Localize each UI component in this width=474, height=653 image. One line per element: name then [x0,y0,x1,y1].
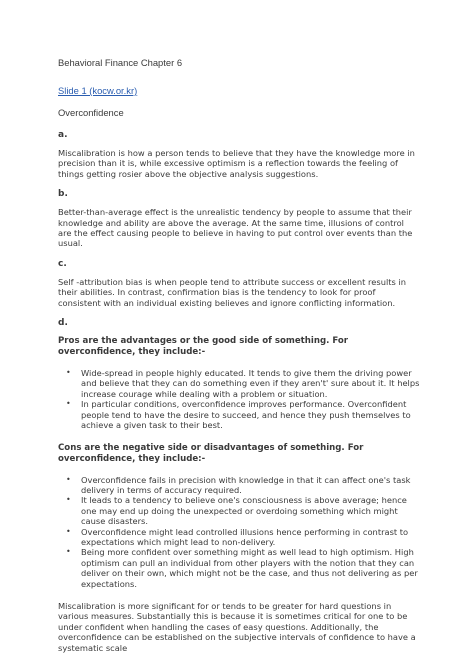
pros-list [58,368,474,430]
bullet-icon: • [66,495,71,505]
list-item-text: Overconfidence might lead controlled illusions hence performing in contrast to expectations which might lead to non-delivery. [81,526,409,547]
bullet-icon: • [66,526,71,536]
list-item-text: Wide-spread in people highly educated. It tends to give them the driving power and believe that they can do something even if they aren't' sure about it. It helps increase courage while dealing with a problem or situation. [81,368,420,399]
section-letter-a: a. [58,130,68,140]
list-item [58,547,420,589]
list-item [58,527,420,548]
list-item-text: Overconfidence fails in precision with knowledge in that it can affect one's task delivery in terms of accuracy required. [81,474,411,495]
closing-paragraph: Miscalibration is more significant for or tends to be greater for hard questions in various measures. Substantially this is because it is sometimes critical for one to be under confident when handling the cases of easy questions. Additionally, the overconfidence can be established on the subjective intervals of confidence to have a systematic scale [58,600,416,653]
bullet-icon: • [66,547,71,557]
list-item [58,475,420,496]
paragraph-b: Better-than-average effect is the unrealistic tendency by people to assume that their knowledge and ability are above the average. At the same time, illusions of control are the effect causing people to believe in having to put control over events than the usual. [58,207,413,249]
cons-list [58,475,474,589]
section-heading: Overconfidence [58,107,124,118]
bullet-icon: • [66,474,71,484]
document-title: Behavioral Finance Chapter 6 [58,57,183,68]
section-letter-c: c. [58,258,67,269]
list-item-text: It leads to a tendency to believe one's consciousness is above average; hence one may end up doing the unexpected or overdoing something which might cause disasters. [81,495,407,527]
section-letter-d: d. [58,318,68,329]
pros-heading: Pros are the advantages or the good side of something. For overconfidence, they include:- [58,336,349,358]
bullet-icon: • [66,399,71,409]
list-item-text: In particular conditions, overconfidence improves performance. Overconfident people tend to have the desire to succeed, and hence they push themselves to achieve a given task to their best. [81,399,411,431]
bullet-icon: • [66,368,71,378]
paragraph-c: Self -attribution bias is when people tend to attribute success or excellent results in their abilities. In contrast, confirmation bias is the tendency to look for proof consistent with an individual existing believes and ignore conflicting information. [58,276,407,308]
list-item [58,368,420,399]
cons-heading: Cons are the negative side or disadvantages of something. For overconfidence, they include:- [58,442,364,464]
slide-link[interactable]: Slide 1 (kocw.or.kr) [58,85,138,96]
list-item [58,399,420,430]
section-letter-b: b. [58,189,68,200]
paragraph-a: Miscalibration is how a person tends to believe that they have the knowledge more in precision than it is, while excessive optimism is a reflection towards the feeling of things getting rosier above the objective analysis suggestions. [58,148,415,179]
list-item-text: Being more confident over something might as well lead to high optimism. High optimism can pull an individual from other players with the notion that they can deliver on their own, which might not be the case, and thus not delivering as per expectations. [81,547,418,589]
list-item [58,495,420,526]
